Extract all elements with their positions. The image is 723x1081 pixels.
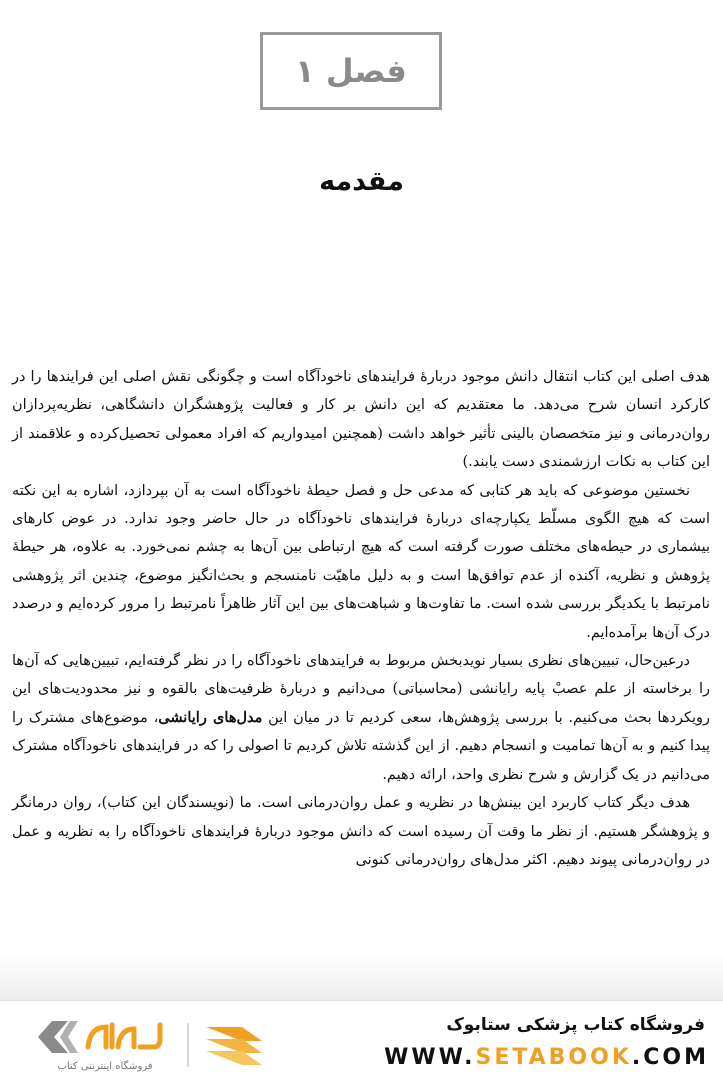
bottom-fade (0, 955, 723, 1000)
store-footer (0, 1000, 723, 1081)
paragraph-1: هدف اصلی این کتاب انتقال دانش موجود دربارۀ فرایندهای ناخودآگاه است و چگونگی نقش اصلی این فرایندها را در کارکرد انسان شرح می‌دهد. ما معتقدیم که این دانش بر کار و فعالیت پژوهشگران دانشگاهی، نظریه‌پردازان روان‌درمانی و نیز متخصصان بالینی تأثیر خواهد داشت (همچنین امیدواریم که افراد معمولی تحصیل‌کرده و علاقمند از این کتاب به نکات ارزشمندی دست یابند.) (12, 369, 710, 471)
body-text (12, 363, 710, 874)
logo-caption: فروشگاه اینترنتی کتاب (57, 1061, 153, 1072)
paragraph-2: نخستین موضوعی که باید هر کتابی که مدعی حل و فصل حیطۀ ناخودآگاه است به آن بپردازد، اشاره به این نکته است که هیچ الگوی مسلّط یکپارچه‌ای دربارۀ فرایندهای ناخودآگاه در حال حاضر وجود ندارد. در عوض کارهای بیشماری در حیطه‌های مختلف صورت گرفته است که هیچ ارتباطی بین آن‌ها به چشم نمی‌خورد. به علاوه، هر حیطۀ پژوهش و نظریه، آکنده از عدم توافق‌ها است و به دلیل ماهیّت نامنسجم و بحث‌انگیز موضوع، چندین اثر پژوهشی نامرتبط با یکدیگر بررسی شده است. ما تفاوت‌ها و شباهت‌های بین این آثار ظاهراً نامرتبط را مرور کرده‌ایم و درصدد درک آن‌ها برآمده‌ایم. (12, 482, 710, 641)
paragraph-4: هدف دیگر کتاب کاربرد این بینش‌ها در نظریه و عمل روان‌درمانی است. ما (نویسندگان این کتاب)، روان درمانگر و پژوهشگر هستیم. از نظر ما وقت آن رسیده است که دانش موجود دربارۀ فرایندهای ناخودآگاه را به نظریه و عمل در روان‌درمانی پیوند دهیم. اکثر مدل‌های روان‌درمانی کنونی (12, 795, 710, 868)
url-prefix: WWW. (384, 1045, 476, 1070)
store-url[interactable] (384, 1045, 709, 1070)
bold-term: مدل‌های رایانشی (158, 708, 263, 726)
chapter-label-box (260, 32, 442, 110)
chapter-heading: مقدمه (319, 166, 404, 197)
paragraph-3-text-b: ، موضوع‌های مشترک را پیدا کنیم و به آن‌ها تمامیت و انسجام دهیم. از این گذشته تلاش کردیم تا اصولی را که در فرایندهای ناخودآگاه مشترک می‌دانیم در یک گزارش و شرح نظری واحد، ارائه دهیم. (12, 709, 710, 783)
url-suffix: .COM (631, 1045, 709, 1070)
chapter-label: فصل ۱ (295, 52, 407, 90)
paragraph-3 (12, 647, 710, 789)
store-name: فروشگاه کتاب پزشکی ستابوک (446, 1015, 705, 1035)
paragraph-3-text-a: درعین‌حال، تبیین‌های نظری بسیار نویدبخش مربوط به فرایندهای ناخودآگاه را در نظر گرفته‌ایم، تبیین‌هایی که آن‌ها را برخاسته از علم عصبْ پایه رایانشی (محاسباتی) می‌دانیم و دربارۀ ظرفیت‌های بالقوه و نیز محدودیت‌های این رویکردها بحث می‌کنیم. با بررسی پژوهش‌ها، سعی کردیم تا در میان این (12, 653, 711, 726)
url-brand: SETABOOK (475, 1045, 632, 1070)
